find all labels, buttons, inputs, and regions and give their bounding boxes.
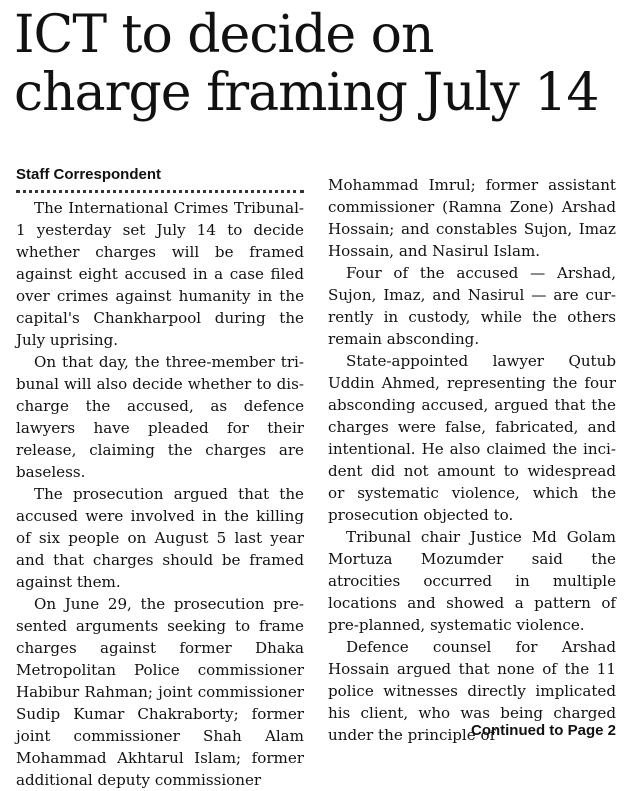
byline: Staff Correspondent (16, 166, 304, 193)
paragraph: Tribunal chair Justice Md Golam Mortuza Mozumder said the atrocities occurred in multiple locations and showed a pattern of pre-planned, systematic violence. (328, 528, 616, 634)
article-column-right (328, 174, 616, 746)
paragraph: Defence counsel for Arshad Hossain argued that none of the 11 police witnesses directly implicated his client, who was being charged under the principle of (328, 638, 616, 744)
paragraph: The prosecution argued that the accused were involved in the killing of six people on August 5 last year and that charges should be framed against them. (16, 485, 304, 591)
continued-to-page-link: Continued to Page 2 (470, 722, 616, 739)
headline: ICT to decide on charge framing July 14 (14, 5, 599, 123)
paragraph: The International Crimes Tribunal-1 yesterday set July 14 to decide whether charges will be framed against eight accused in a case filed over crimes against humanity in the capital's Chankharpool during the July uprising. (16, 199, 304, 349)
paragraph: Four of the accused — Arshad, Sujon, Imaz, and Nasirul — are currently in custody, while the others remain absconding. (328, 264, 616, 348)
paragraph-continuation: Mohammad Imrul; former assistant commissioner (Ramna Zone) Arshad Hossain; and constables Sujon, Imaz Hossain, and Nasirul Islam. (328, 176, 616, 260)
article-column-left (16, 197, 304, 791)
paragraph: State-appointed lawyer Qutub Uddin Ahmed, representing the four absconding accused, argued that the charges were false, fabricated, and intentional. He also claimed the incident did not amount to widespread or systematic violence, which the prosecution objected to. (328, 352, 616, 524)
paragraph: On June 29, the prosecution presented arguments seeking to frame charges against former Dhaka Metropolitan Police commissioner Habibur Rahman; joint commissioner Sudip Kumar Chakraborty; former joint commissioner Shah Alam Mohammad Akhtarul Islam; former additional deputy commissioner (16, 595, 304, 789)
paragraph: On that day, the three-member tribunal will also decide whether to discharge the accused, as defence lawyers have pleaded for their release, claiming the charges are baseless. (16, 353, 304, 481)
